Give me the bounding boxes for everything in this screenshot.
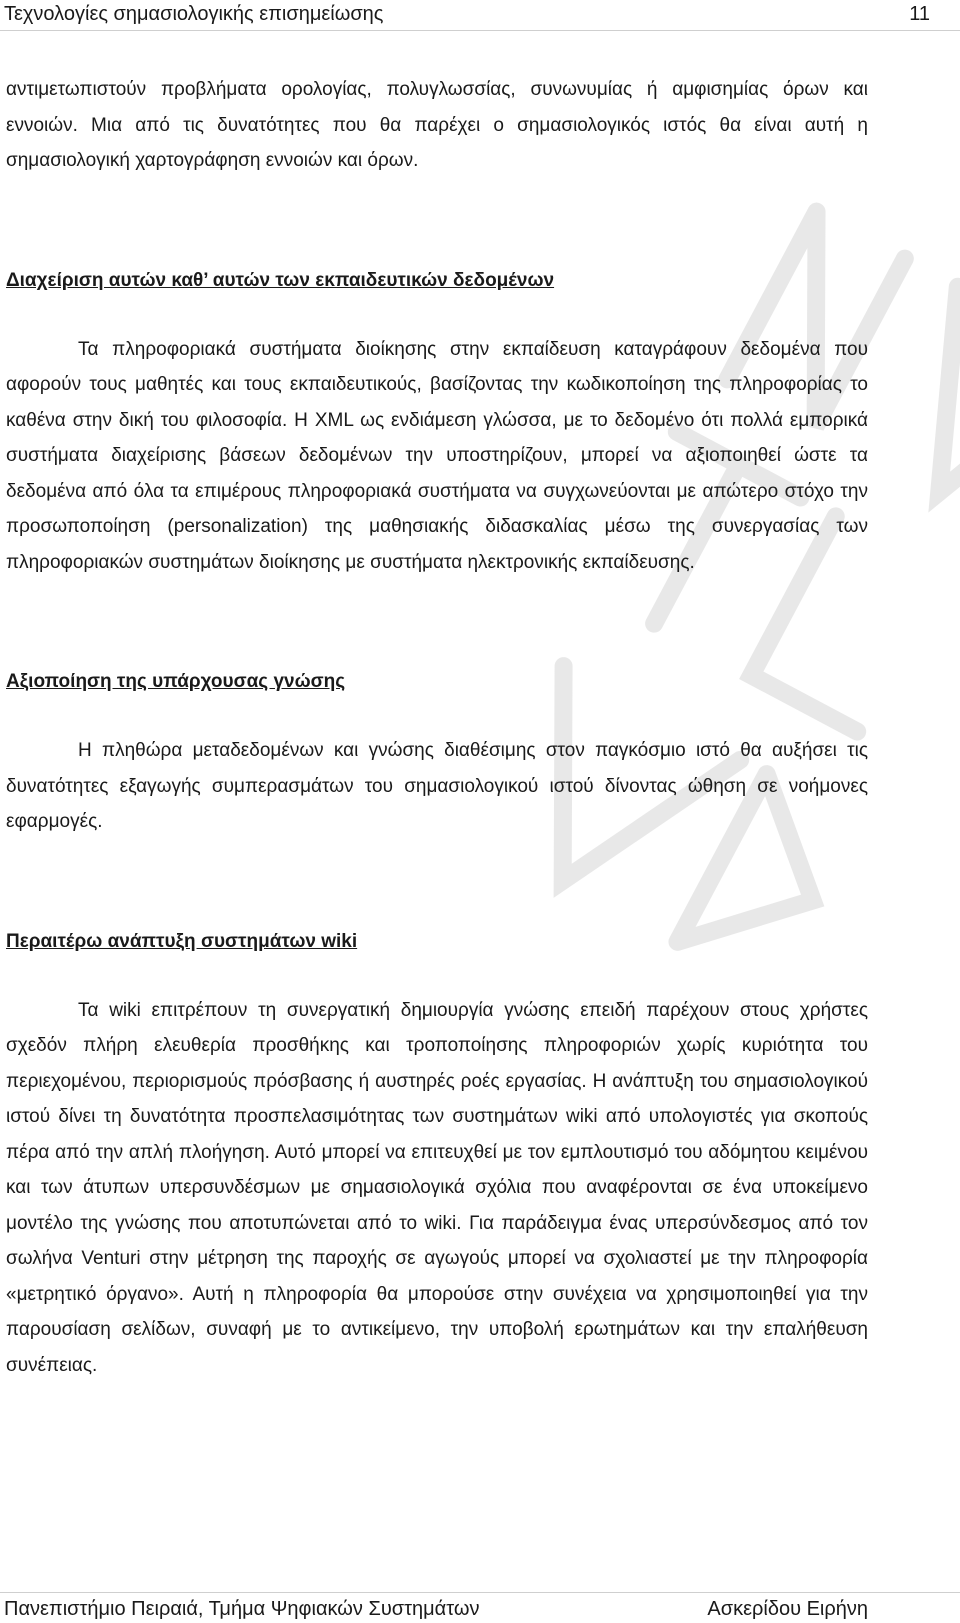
section-paragraph: Τα wiki επιτρέπουν τη συνεργατική δημιουργία γνώσης επειδή παρέχουν στους χρήστες σχεδόν πλήρη ελευθερία προσθήκης και τροποποίησης πληροφοριών χωρίς κυριότητα του περιεχομένου, περιορισμούς πρόσβασης ή αυστηρές ροές εργασίας. Η ανάπτυξη του σημασιολογικού ιστού δίνει τη δυνατότητα προσπελασιμότητας των συστημάτων wiki από υπολογιστές για σκοπούς πέρα από την απλή πλοήγηση. Αυτό μπορεί να επιτευχθεί με τον εμπλουτισμό του αδόμητου κειμένου και των άτυπων υπερσυνδέσμων με σημασιολογικά σχόλια που αναφέρονται σε ένα υποκείμενο μοντέλο της γνώσης που αποτυπώνεται από το wiki. Για παράδειγμα ένας υπερσύνδεσμος από τον σωλήνα Venturi στην μέτρηση της παροχής σε αγωγούς μπορεί να σχολιαστεί με την πληροφορία «μετρητικό όργανο». Αυτή η πληροφορία θα μπορούσε στην συνέχεια να χρησιμοποιηθεί για την παρουσίαση σελίδων, συναφή με το αντικείμενο, την υποβολή ερωτημάτων και την επαλήθευση συνέπειας. — [6, 999, 868, 1376]
header-title: Τεχνολογίες σημασιολογικής επισημείωσης — [4, 3, 384, 25]
page-header — [0, 0, 960, 31]
section-heading: Αξιοποίηση της υπάρχουσας γνώσης — [6, 671, 346, 692]
page-footer — [0, 1592, 960, 1623]
continuation-paragraph: αντιμετωπιστούν προβλήματα ορολογίας, πολυγλωσσίας, συνωνυμίας ή αμφισημίας όρων και εννοιών. Μια από τις δυνατότητες που θα παρέχει ο σημασιολογικός ιστός θα είναι αυτή η σημασιολογική χαρτογράφηση εννοιών και όρων. — [6, 79, 868, 171]
section-paragraph: Τα πληροφοριακά συστήματα διοίκησης στην εκπαίδευση καταγράφουν δεδομένα που αφορούν τους μαθητές και τους εκπαιδευτικούς, βασίζοντας την κωδικοποίηση της πληροφορίας το καθένα στην δική του φιλοσοφία. Η XML ως ενδιάμεση γλώσσα, με το δεδομένο ότι πολλά εμπορικά συστήματα διαχείρισης βάσεων δεδομένων την υποστηρίζουν, μπορεί να αξιοποιηθεί ώστε τα δεδομένα από όλα τα επιμέρους πληροφοριακά συστήματα να συγχωνεύονται με απώτερο στόχο την προσωποποίηση (personalization) της μαθησιακής διδασκαλίας μέσω της συνεργασίας των πληροφοριακών συστημάτων διοίκησης με συστήματα ηλεκτρονικής εκπαίδευσης. — [6, 338, 868, 573]
section-paragraph: Η πληθώρα μεταδεδομένων και γνώσης διαθέσιμης στον παγκόσμιο ιστό θα αυξήσει τις δυνατότητες εξαγωγής συμπερασμάτων του σημασιολογικού ιστού δίνοντας ώθηση σε νοήμονες εφαρμογές. — [6, 740, 868, 832]
section-heading: Περαιτέρω ανάπτυξη συστημάτων wiki — [6, 930, 358, 952]
footer-institution: Πανεπιστήμιο Πειραιά, Τμήμα Ψηφιακών Συστημάτων — [4, 1598, 480, 1620]
page-number: 11 — [909, 3, 930, 25]
page-body — [6, 72, 868, 1383]
section-heading: Διαχείριση αυτών καθ’ αυτών των εκπαιδευτικών δεδομένων — [6, 269, 555, 291]
footer-author: Ασκερίδου Ειρήνη — [707, 1598, 868, 1620]
